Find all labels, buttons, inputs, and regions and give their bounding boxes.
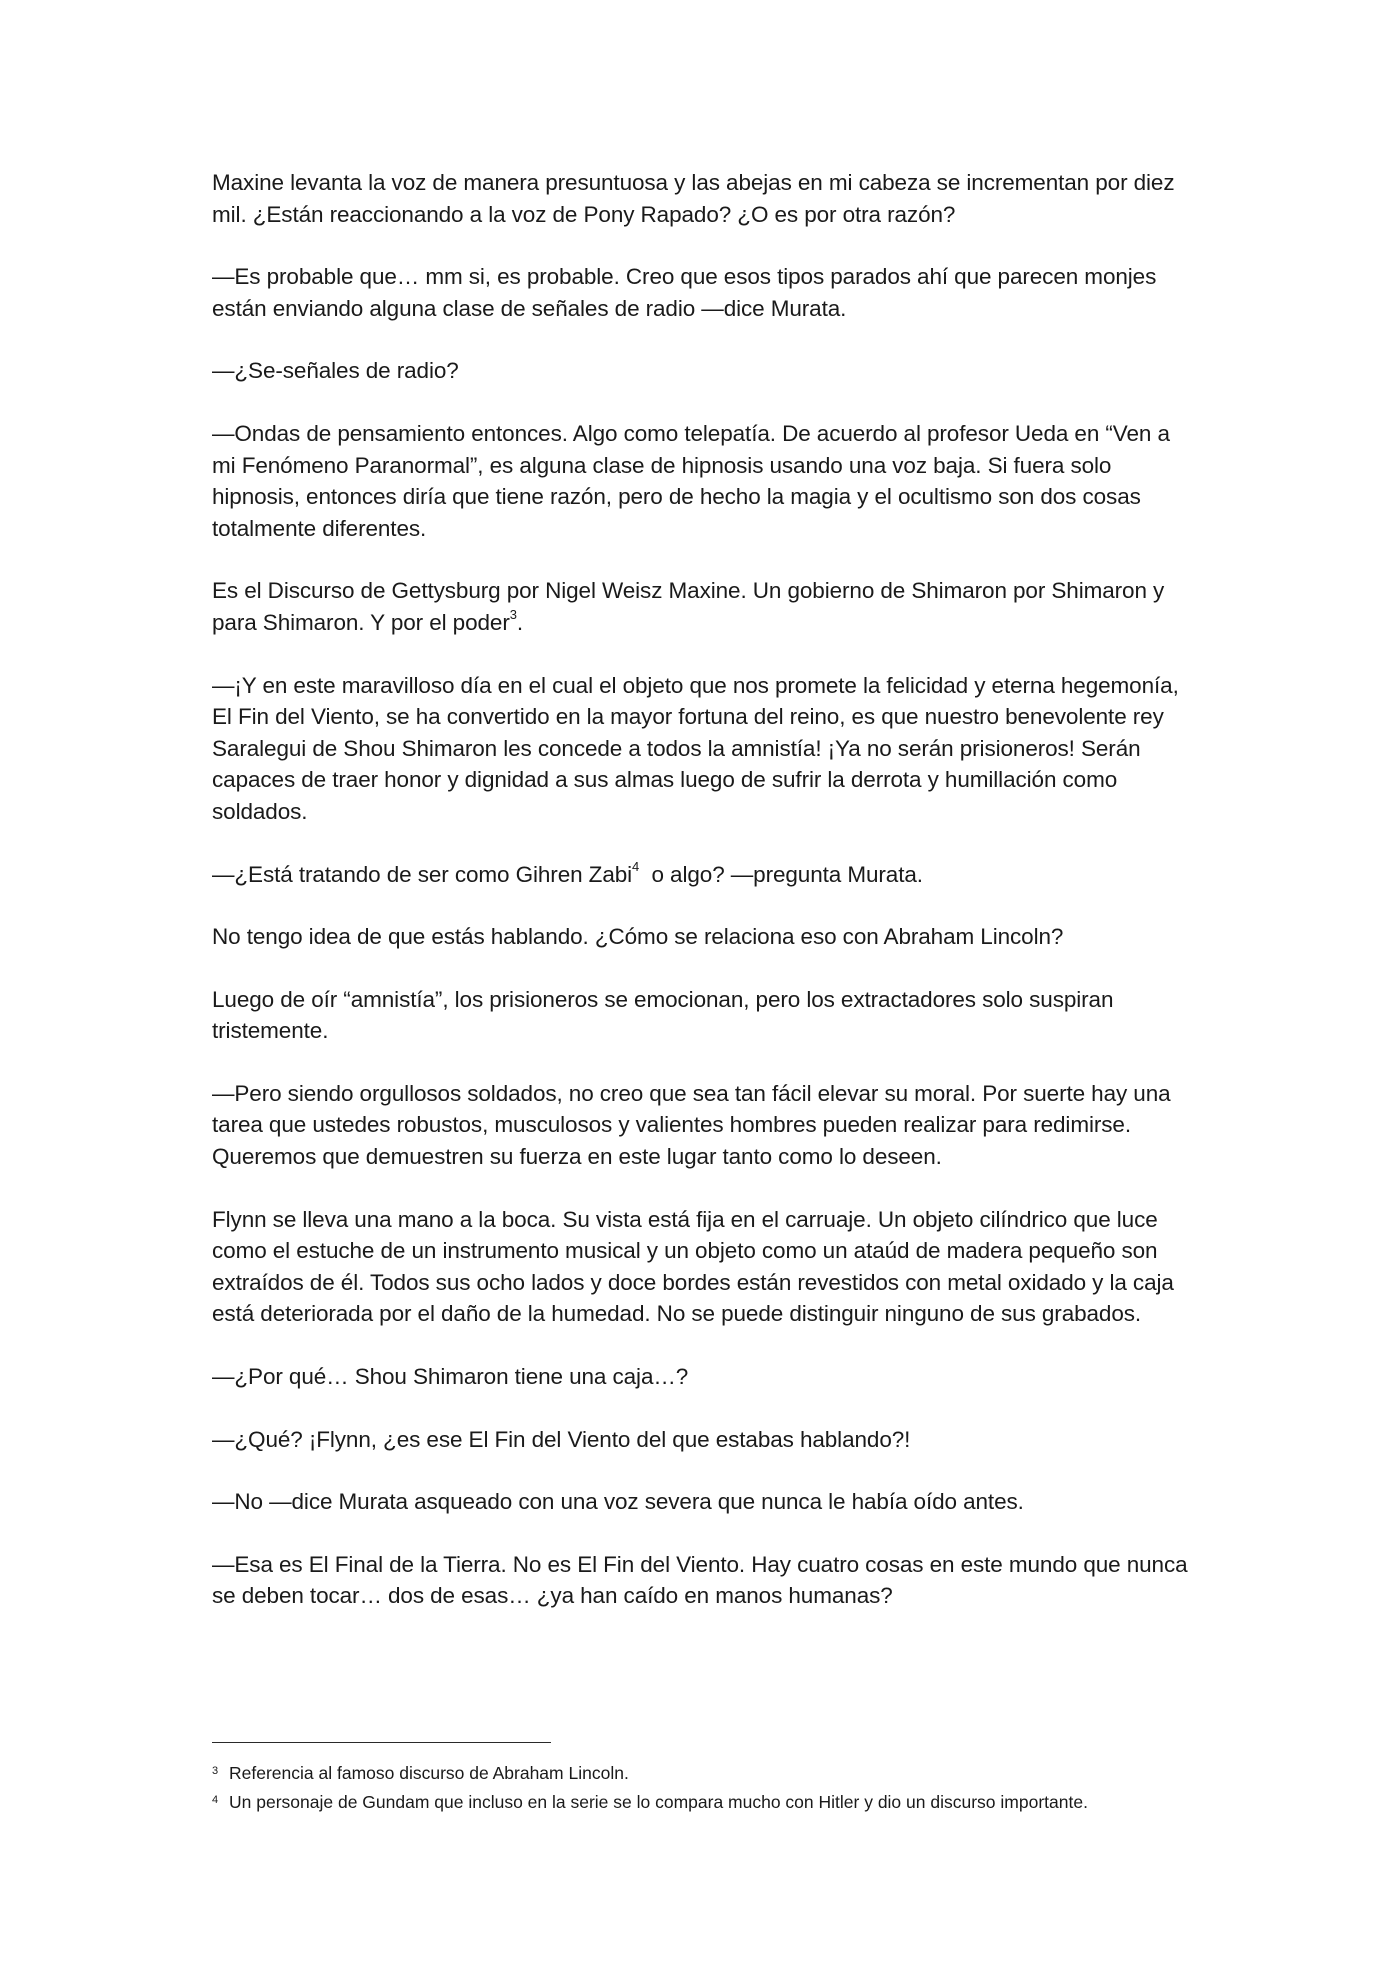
paragraph: —Ondas de pensamiento entonces. Algo como telepatía. De acuerdo al profesor Ueda en “Ven a mi Fenómeno Paranormal”, es alguna clase de hipnosis usando una voz baja. Si fuera solo hipnosis, entonces diría que tiene razón, pero de hecho la magia y el ocultismo son dos cosas totalmente diferentes. <box>212 420 1170 541</box>
footnote-text: Un personaje de Gundam que incluso en la serie se lo compara mucho con Hitler y dio un discurso importante. <box>229 1792 1088 1812</box>
paragraph: Es el Discurso de Gettysburg por Nigel Weisz Maxine. Un gobierno de Shimaron por Shimaron y para Shimaron. Y por el poder$^3$. <box>212 578 1165 635</box>
footnote-ref-4: 4 <box>632 859 640 874</box>
footnote-ref-3: 3 <box>509 607 517 623</box>
footnote-4 <box>212 1789 1212 1818</box>
paragraph: —¿Por qué… Shou Shimaron tiene una caja…? <box>212 1364 689 1390</box>
footnote-3 <box>212 1760 1212 1789</box>
paragraph: —¡Y en este maravilloso día en el cual el objeto que nos promete la felicidad y eterna hegemonía, El Fin del Viento, se ha convertido en la mayor fortuna del reino, es que nuestro benevolente rey Saralegui de Shou Shimaron les concede a todos la amnistía! ¡Ya no serán prisioneros! Serán capaces de traer honor y dignidad a sus almas luego de sufrir la derrota y humillación como soldados. <box>212 672 1179 824</box>
paragraph: Luego de oír “amnistía”, los prisioneros se emocionan, pero los extractadores solo suspiran tristemente. <box>212 986 1114 1044</box>
paragraph: —No —dice Murata asqueado con una voz severa que nunca le había oído antes. <box>212 1489 1024 1515</box>
footnotes <box>212 1760 1212 1818</box>
paragraph: —Esa es El Final de la Tierra. No es El Fin del Viento. Hay cuatro cosas en este mundo que nunca se deben tocar… dos de esas… ¿ya han caído en manos humanas? <box>212 1551 1188 1609</box>
paragraph: —¿Se-señales de radio? <box>212 358 459 384</box>
paragraph: —Pero siendo orgullosos soldados, no creo que sea tan fácil elevar su moral. Por suerte hay una tarea que ustedes robustos, musculosos y valientes hombres pueden realizar para redimirse. Queremos que demuestren su fuerza en este lugar tanto como lo deseen. <box>212 1080 1171 1170</box>
paragraph: —Es probable que… mm si, es probable. Creo que esos tipos parados ahí que parecen monjes están enviando alguna clase de señales de radio —dice Murata. <box>212 264 1157 321</box>
body-text <box>212 167 1192 1643</box>
footnote-text: Referencia al famoso discurso de Abraham Lincoln. <box>229 1763 629 1783</box>
paragraph: —¿Está tratando de ser como Gihren Zabi$^4$ o algo? —pregunta Murata. <box>212 859 923 887</box>
paragraph: No tengo idea de que estás hablando. ¿Cómo se relaciona eso con Abraham Lincoln? <box>212 924 1064 950</box>
paragraph: —¿Qué? ¡Flynn, ¿es ese El Fin del Viento del que estabas hablando?! <box>212 1426 911 1452</box>
paragraph: Maxine levanta la voz de manera presuntuosa y las abejas en mi cabeza se incrementan por diez mil. ¿Están reaccionando a la voz de Pony Rapado? ¿O es por otra razón? <box>212 170 1175 227</box>
footnote-separator <box>212 1742 551 1743</box>
footnote-number: 4 <box>212 1794 219 1806</box>
footnote-number: 3 <box>212 1765 219 1777</box>
paragraph: Flynn se lleva una mano a la boca. Su vista está fija en el carruaje. Un objeto cilíndrico que luce como el estuche de un instrumento musical y un objeto como un ataúd de madera pequeño son extraídos de él. Todos sus ocho lados y doce bordes están revestidos con metal oxidado y la caja está deteriorada por el daño de la humedad. No se puede distinguir ninguno de sus grabados. <box>212 1206 1174 1327</box>
